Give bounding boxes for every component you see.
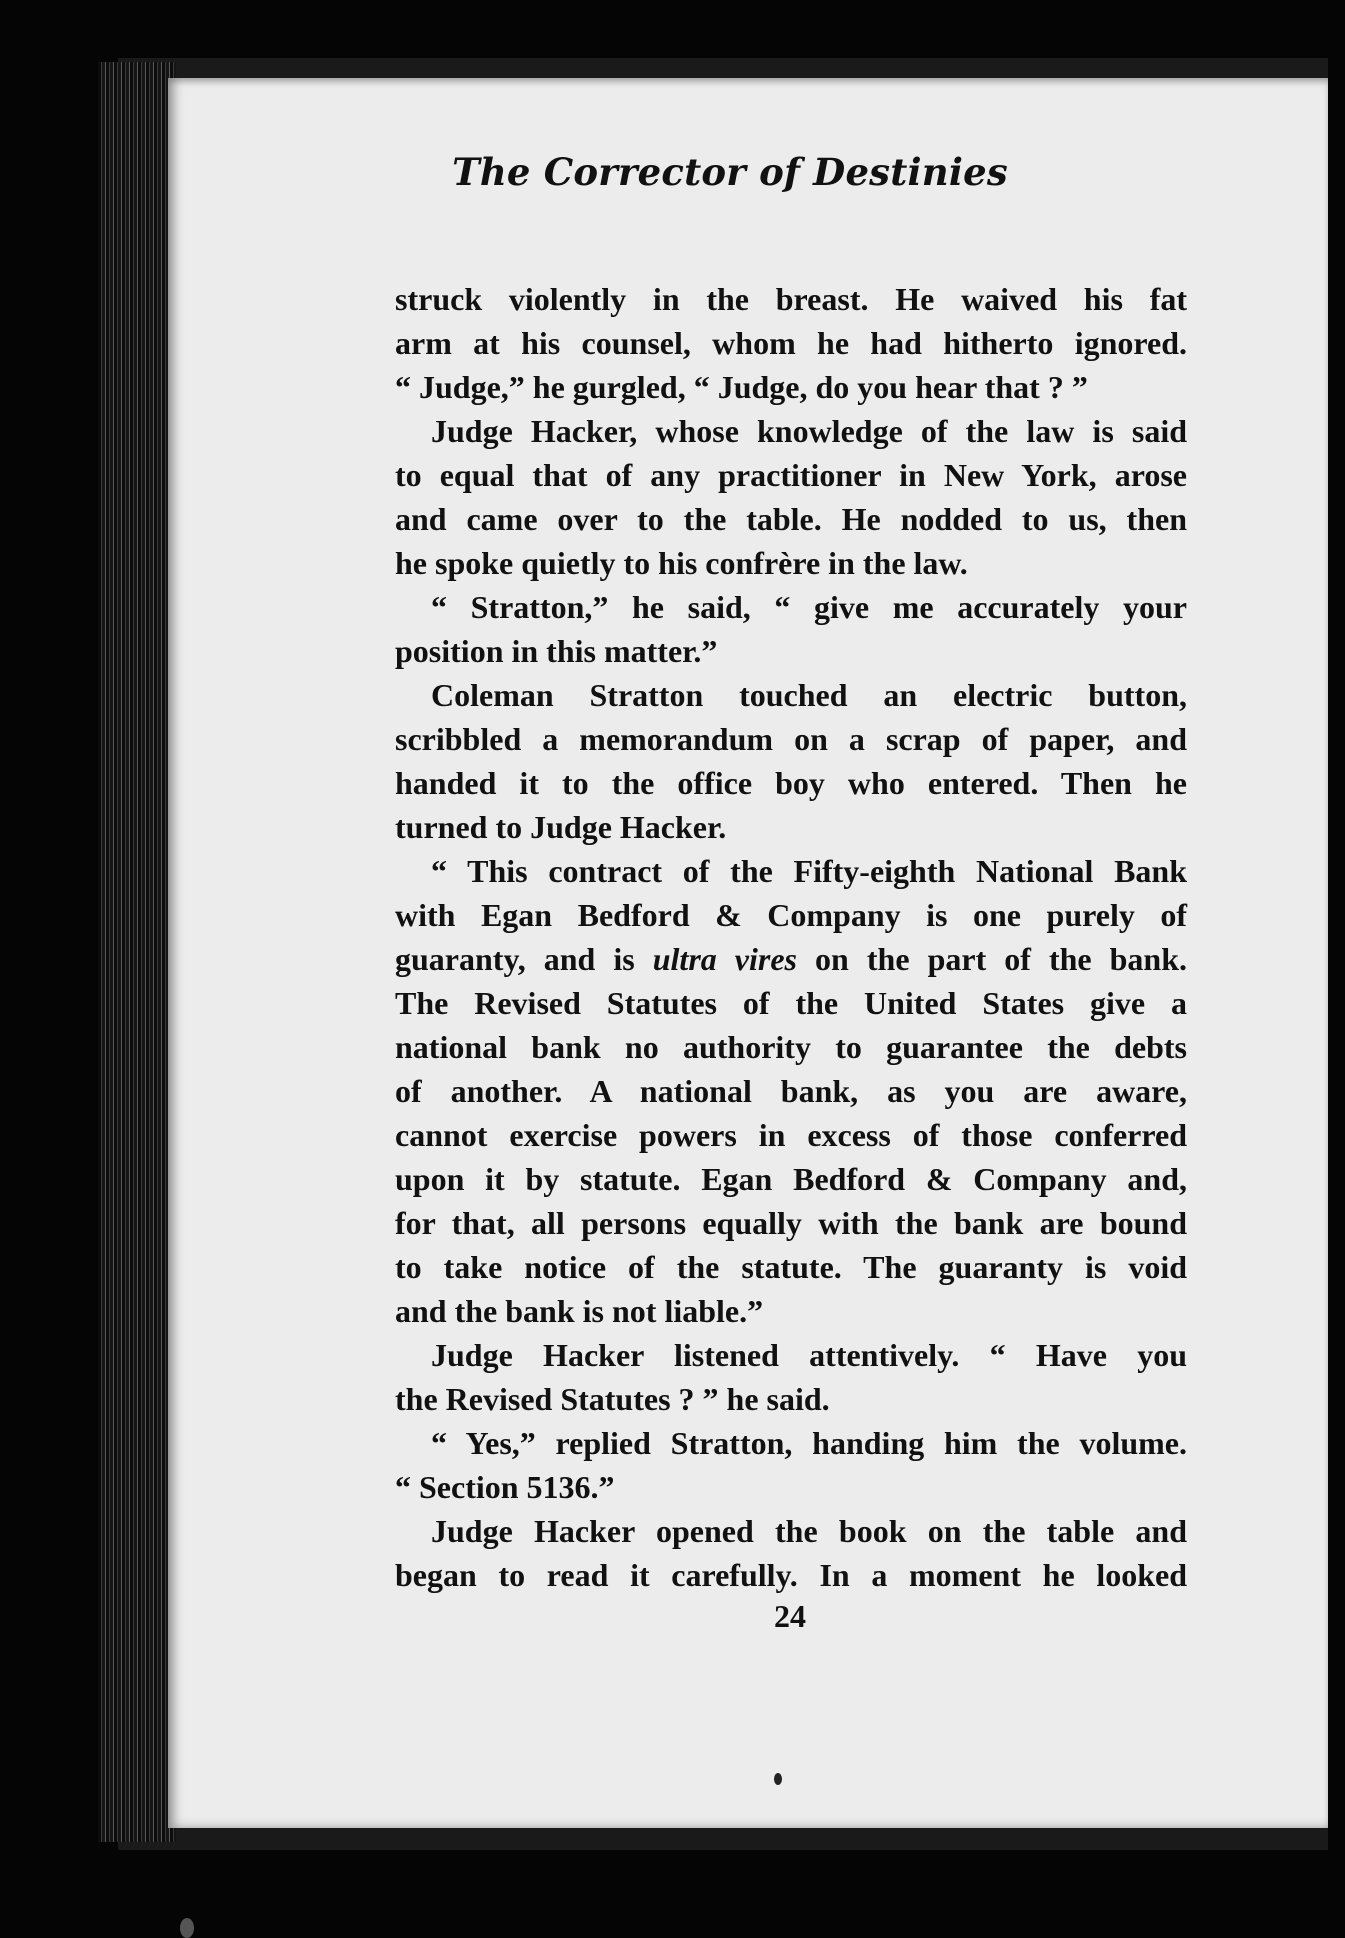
text-line: to equal that of any practitioner in New York, arose (395, 457, 1187, 493)
text-line: to take notice of the statute. The guaranty is void (395, 1249, 1187, 1285)
text-line: and the bank is not liable.” (395, 1293, 764, 1329)
text-line: cannot exercise powers in excess of those conferred (395, 1117, 1187, 1153)
scan-speck (180, 1918, 194, 1938)
book-spine (98, 62, 176, 1842)
text-line: handed it to the office boy who entered. Then he (395, 765, 1187, 801)
text-line: “ Stratton,” he said, “ give me accurately your (431, 589, 1187, 625)
text-line: The Revised Statutes of the United States give a (395, 985, 1187, 1021)
text-line: “ This contract of the Fifty-eighth National Bank (431, 853, 1187, 889)
text-line: for that, all persons equally with the bank are bound (395, 1205, 1187, 1241)
text-line: position in this matter.” (395, 633, 718, 669)
text-line: Coleman Stratton touched an electric button, (431, 677, 1187, 713)
text-line: Judge Hacker, whose knowledge of the law is said (431, 413, 1187, 449)
text-line: Judge Hacker listened attentively. “ Have you (431, 1337, 1187, 1373)
text-line: guaranty, and is ultra vires on the part of the bank. (395, 941, 1188, 977)
text-line: of another. A national bank, as you are aware, (395, 1073, 1187, 1109)
italic-phrase: ultra vires (652, 941, 798, 977)
text-line: arm at his counsel, whom he had hitherto ignored. (395, 325, 1187, 361)
page-number: 24 (774, 1598, 806, 1634)
running-head: The Corrector of Destinies (452, 150, 1008, 194)
text-line: and came over to the table. He nodded to us, then (395, 501, 1187, 537)
text-line: “ Judge,” he gurgled, “ Judge, do you hear that ? ” (395, 369, 1088, 405)
text-line: with Egan Bedford & Company is one purely of (395, 897, 1187, 933)
text-line: he spoke quietly to his confrère in the law. (395, 545, 968, 581)
text-line: national bank no authority to guarantee the debts (395, 1029, 1187, 1065)
scan-speck (774, 1773, 782, 1785)
text-line: scribbled a memorandum on a scrap of paper, and (395, 721, 1187, 757)
text-line: began to read it carefully. In a moment he looked (395, 1557, 1187, 1593)
text-line: Judge Hacker opened the book on the table and (431, 1513, 1187, 1549)
text-line: “ Yes,” replied Stratton, handing him the volume. (431, 1425, 1187, 1461)
text-line: struck violently in the breast. He waived his fat (395, 281, 1187, 317)
text-line: the Revised Statutes ? ” he said. (395, 1381, 830, 1417)
text-line: turned to Judge Hacker. (395, 809, 727, 845)
body-text (395, 277, 1187, 1597)
text-line: upon it by statute. Egan Bedford & Company and, (395, 1161, 1187, 1197)
text-line: “ Section 5136.” (395, 1469, 615, 1505)
